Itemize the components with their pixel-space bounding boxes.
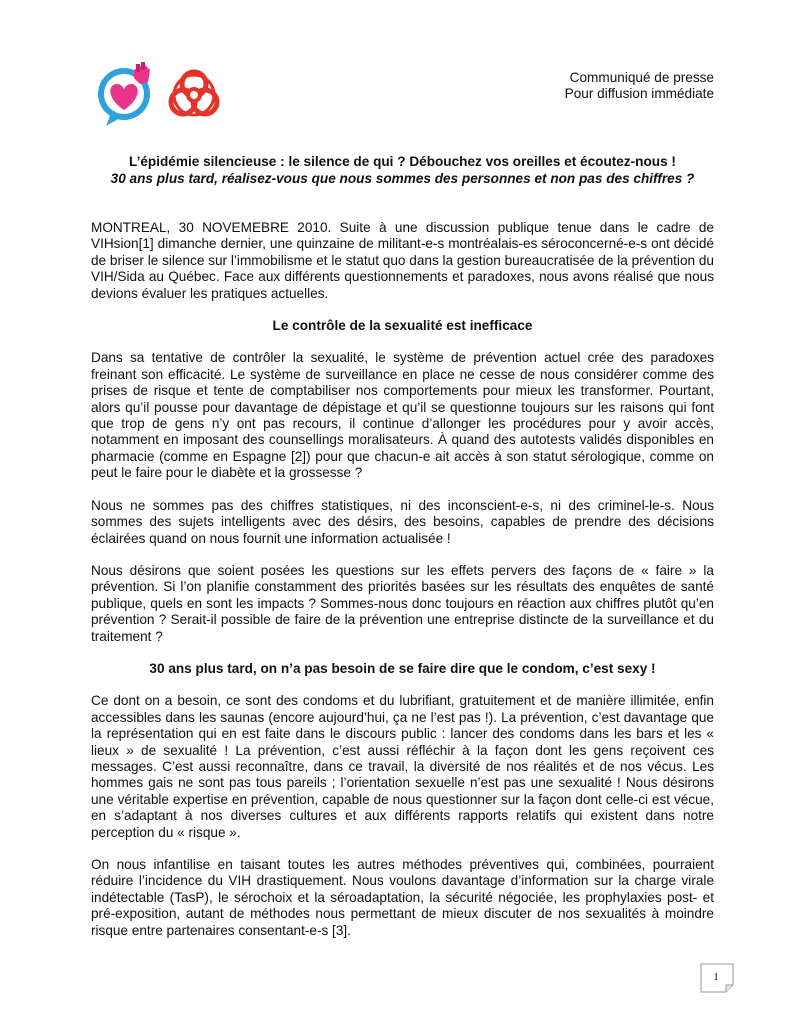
paragraph-2: Dans sa tentative de contrôler la sexualité, le système de prévention actuel crée des paradoxes freinant son efficacité. Le système de surveillance en place ne cesse de nous considérer comme des prises de risque et tente de comptabiliser nos comportements pour mieux les transformer. Pourtant, alors qu’il pousse pour davantage de dépistage et qu’il se questionne toujours sur les raisons qui font que trop de gens n’y ont pas recours, il continue d’allonger les procédures pour y avoir accès, notamment en imposant des counsellings moralisateurs. À quand des autotests validés disponibles en pharmacie (comme en Espagne [2]) pour que chacun-e ait accès à son statut sérologique, comme on peut le faire pour le diabète et la grossesse ?	[91, 350, 714, 481]
section-heading-1: Le contrôle de la sexualité est inefficace	[272, 318, 533, 334]
main-title: L’épidémie silencieuse : le silence de qui ? Débouchez vos oreilles et écoutez-nous !	[129, 154, 676, 169]
heart-fist-speech-bubble-icon	[96, 60, 156, 126]
page-number: 1	[713, 971, 719, 983]
paragraph-4: Nous désirons que soient posées les questions sur les effets pervers des façons de « faire » la prévention. Si l’on planifie constamment des priorités basées sur les résultats des enquêtes de santé publique, quels en sont les impacts ? Sommes-nous donc toujours en réaction aux chiffres plutôt qu’en prévention ? Serait-il possible de faire de la prévention une entreprise distincte de la surveillance et du traitement ?	[91, 562, 714, 644]
page-number-box	[700, 963, 738, 993]
paragraph-3: Nous ne sommes pas des chiffres statistiques, ni des inconscient-e-s, ni des criminel-le-s. Nous sommes des sujets intelligents avec des désirs, des besoins, capables de prendre des décisions éclairées quand on nous fournit une information actualisée !	[91, 497, 714, 546]
section-heading-2: 30 ans plus tard, on n’a pas besoin de se faire dire que le condom, c’est sexy !	[149, 660, 656, 676]
paragraph-6: On nous infantilise en taisant toutes les autres méthodes préventives qui, combinées, pourraient réduire l’incidence du VIH drastiquement. Nous voulons davantage d’information sur la charge virale indétectable (TasP), le sérochoix et la séroadaptation, la sécurité négociée, les prophylaxies post- et pré-exposition, autant de méthodes nous permettant de mieux discuter de nos sexualités à moindre risque entre partenaires consentant-e-s [3].	[91, 857, 714, 938]
paragraph-5: Ce dont on a besoin, ce sont des condoms et du lubrifiant, gratuitement et de manière illimitée, enfin accessibles dans les saunas (encore aujourd’hui, ça ne l’est pas !). La prévention, c’est davantage que la représentation qui en est faite dans le discours public : lancer des condoms dans les bars et les « lieux » de sexualité ! La prévention, c’est aussi réfléchir à la façon dont les gens reçoivent ces messages. C’est aussi reconnaître, dans ce travail, la diversité de nos réalités et de nos vécus. Les hommes gais ne sont pas tous pareils ; l’orientation sexuelle n’est pas une sexualité ! Nous désirons une véritable expertise en prévention, capable de nous questionner sur la façon dont celle-ci est vécue, en s’adaptant à nos diverses cultures et aux différents rapports relatifs qui existent dans notre perception du « risque ».	[91, 693, 714, 840]
subtitle: 30 ans plus tard, réalisez-vous que nous sommes des personnes et non pas des chiffres ?	[110, 171, 695, 186]
press-release-header	[565, 70, 714, 102]
biohazard-icon	[164, 64, 224, 124]
paragraph-intro	[91, 220, 714, 302]
intro-text: Suite à une discussion publique tenue dans le cadre de VIHsion[1] dimanche dernier, une quinzaine de militant-e-s montréalais-es séroconcerné-e-s ont décidé de briser le silence sur l’immobilisme et le statut quo dans la gestion bureaucratisée de la prévention du VIH/Sida au Québec. Face aux différents questionnements et paradoxes, nous avons réalisé que nous devions évaluer les pratiques actuelles.	[91, 220, 714, 301]
document-title-block	[91, 153, 714, 187]
document-body	[91, 220, 714, 939]
header-line-2: Pour diffusion immédiate	[564, 86, 714, 101]
header-line-1: Communiqué de presse	[569, 70, 714, 85]
dateline: MONTREAL, 30 NOVEMEBRE 2010.	[91, 220, 332, 235]
logo-group	[96, 60, 226, 126]
